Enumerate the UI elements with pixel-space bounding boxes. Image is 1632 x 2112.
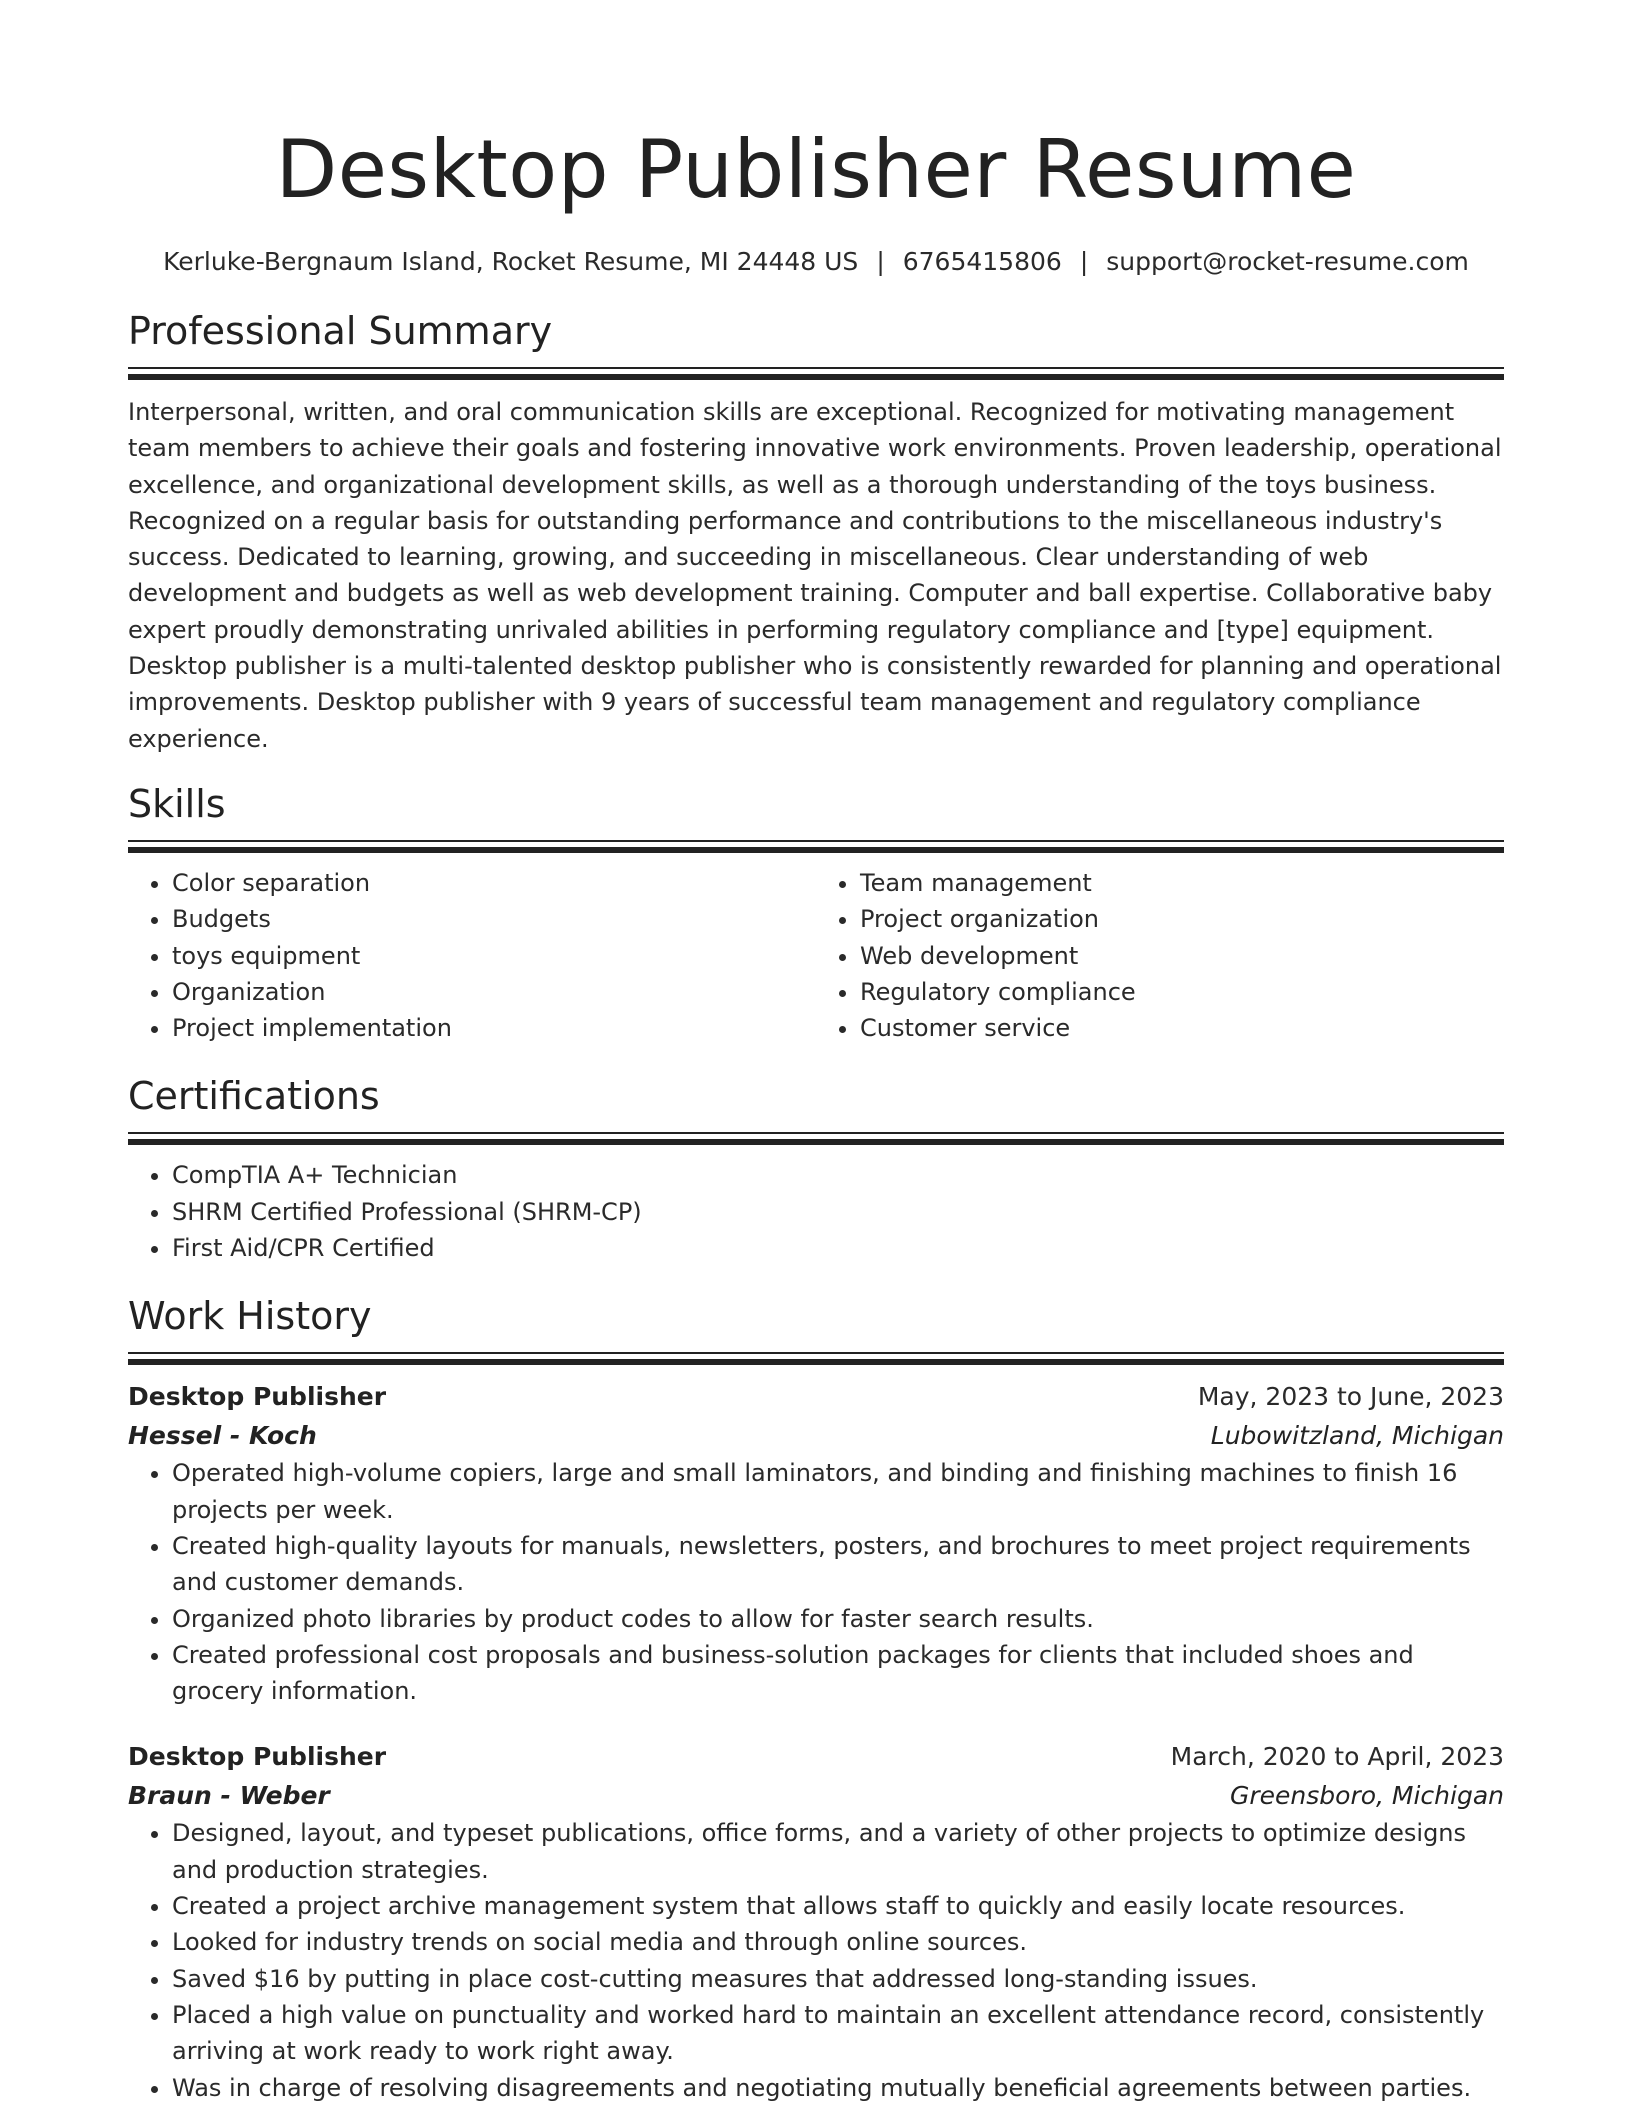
skill-item: • Color separation [172, 865, 816, 901]
section-divider [128, 1352, 1504, 1364]
skills-list-left [128, 865, 816, 1046]
work-history-section [128, 1292, 1504, 2105]
job-duty-item: • Designed, layout, and typeset publications, office forms, and a variety of other projects to optimize designs and production strategies. [172, 1815, 1504, 1888]
skills-section [128, 780, 1504, 1046]
section-divider [128, 367, 1504, 379]
certification-item: • First Aid/CPR Certified [172, 1230, 1504, 1266]
section-divider [128, 1132, 1504, 1144]
certification-item: • CompTIA A+ Technician [172, 1157, 1504, 1193]
skill-item: • Customer service [860, 1010, 1504, 1046]
job-dates: May, 2023 to June, 2023 [1197, 1382, 1504, 1412]
section-heading-summary: Professional Summary [128, 309, 553, 353]
skills-grid [128, 865, 1504, 1046]
job-subheader [128, 1776, 1504, 1815]
skill-item: • Web development [860, 938, 1504, 974]
skill-item: • toys equipment [172, 938, 816, 974]
contact-separator: | [1079, 247, 1089, 276]
skills-list-right [816, 865, 1504, 1046]
contact-address: Kerluke-Bergnaum Island, Rocket Resume, MI 24448 US [163, 247, 859, 276]
skill-item: • Project implementation [172, 1010, 816, 1046]
skill-item: • Budgets [172, 901, 816, 937]
skill-item: • Team management [860, 865, 1504, 901]
section-heading-work-history: Work History [128, 1294, 372, 1339]
certifications-list [128, 1157, 1504, 1266]
job-duty-item: • Created professional cost proposals and business-solution packages for clients that included shoes and grocery information. [172, 1637, 1504, 1710]
job-duties-list [128, 1455, 1504, 1709]
contact-email: support@rocket-resume.com [1106, 247, 1469, 276]
contact-separator: | [876, 247, 885, 276]
job-duty-item: • Created a project archive management system that allows staff to quickly and easily locate resources. [172, 1888, 1504, 1924]
skill-item: • Organization [172, 974, 816, 1010]
job-entry [128, 1377, 1504, 1709]
job-duty-item: • Organized photo libraries by product codes to allow for faster search results. [172, 1601, 1504, 1637]
section-divider [128, 840, 1504, 852]
job-duty-item: • Placed a high value on punctuality and worked hard to maintain an excellent attendance record, consistently arriving at work ready to work right away. [172, 1997, 1504, 2070]
job-subheader [128, 1416, 1504, 1455]
section-heading-certifications: Certifications [128, 1074, 380, 1119]
job-duty-item: • Created high-quality layouts for manuals, newsletters, posters, and brochures to meet project requirements and customer demands. [172, 1528, 1504, 1601]
resume-title: Desktop Publisher Resume [275, 123, 1357, 216]
job-title: Desktop Publisher [128, 1742, 387, 1772]
section-heading-skills: Skills [128, 781, 226, 826]
job-duty-item: • Operated high-volume copiers, large and small laminators, and binding and finishing machines to finish 16 projects per week. [172, 1455, 1504, 1528]
job-duties-list [128, 1815, 1504, 2105]
job-header [128, 1737, 1504, 1776]
job-location: Greensboro, Michigan [1230, 1781, 1504, 1811]
job-duty-item: • Saved $16 by putting in place cost-cutting measures that addressed long-standing issues. [172, 1961, 1504, 1997]
skill-item: • Project organization [860, 901, 1504, 937]
job-location: Lubowitzland, Michigan [1210, 1421, 1504, 1451]
skill-item: • Regulatory compliance [860, 974, 1504, 1010]
summary-paragraph: Interpersonal, written, and oral communication skills are exceptional. Recognized for motivating management team members to achieve their goals and fostering innovative work environments. Proven leadership, operational excellence, and organizational development skills, as well as a thorough understanding of the toys business. Recognized on a regular basis for outstanding performance and contributions to the miscellaneous industry's success. Dedicated to learning, growing, and succeeding in miscellaneous. Clear understanding of web development and budgets as well as web development training. Computer and ball expertise. Collaborative baby expert proudly demonstrating unrivaled abilities in performing regulatory compliance and [type] equipment. Desktop publisher is a multi-talented desktop publisher who is consistently rewarded for planning and operational improvements. Desktop publisher with 9 years of successful team management and regulatory compliance experience. [128, 398, 1502, 753]
contact-line [128, 246, 1504, 278]
job-title: Desktop Publisher [128, 1382, 387, 1412]
contact-phone: 6765415806 [902, 247, 1062, 276]
job-dates: March, 2020 to April, 2023 [1170, 1742, 1504, 1772]
job-company: Braun - Weber [128, 1781, 330, 1811]
job-company: Hessel - Koch [128, 1421, 317, 1451]
job-duty-item: • Looked for industry trends on social media and through online sources. [172, 1924, 1504, 1960]
job-entry [128, 1737, 1504, 2105]
job-duty-item: • Was in charge of resolving disagreements and negotiating mutually beneficial agreements between parties. [172, 2070, 1504, 2106]
job-header [128, 1377, 1504, 1416]
certifications-section [128, 1072, 1504, 1266]
certification-item: • SHRM Certified Professional (SHRM-CP) [172, 1194, 1504, 1230]
summary-section [128, 307, 1504, 757]
